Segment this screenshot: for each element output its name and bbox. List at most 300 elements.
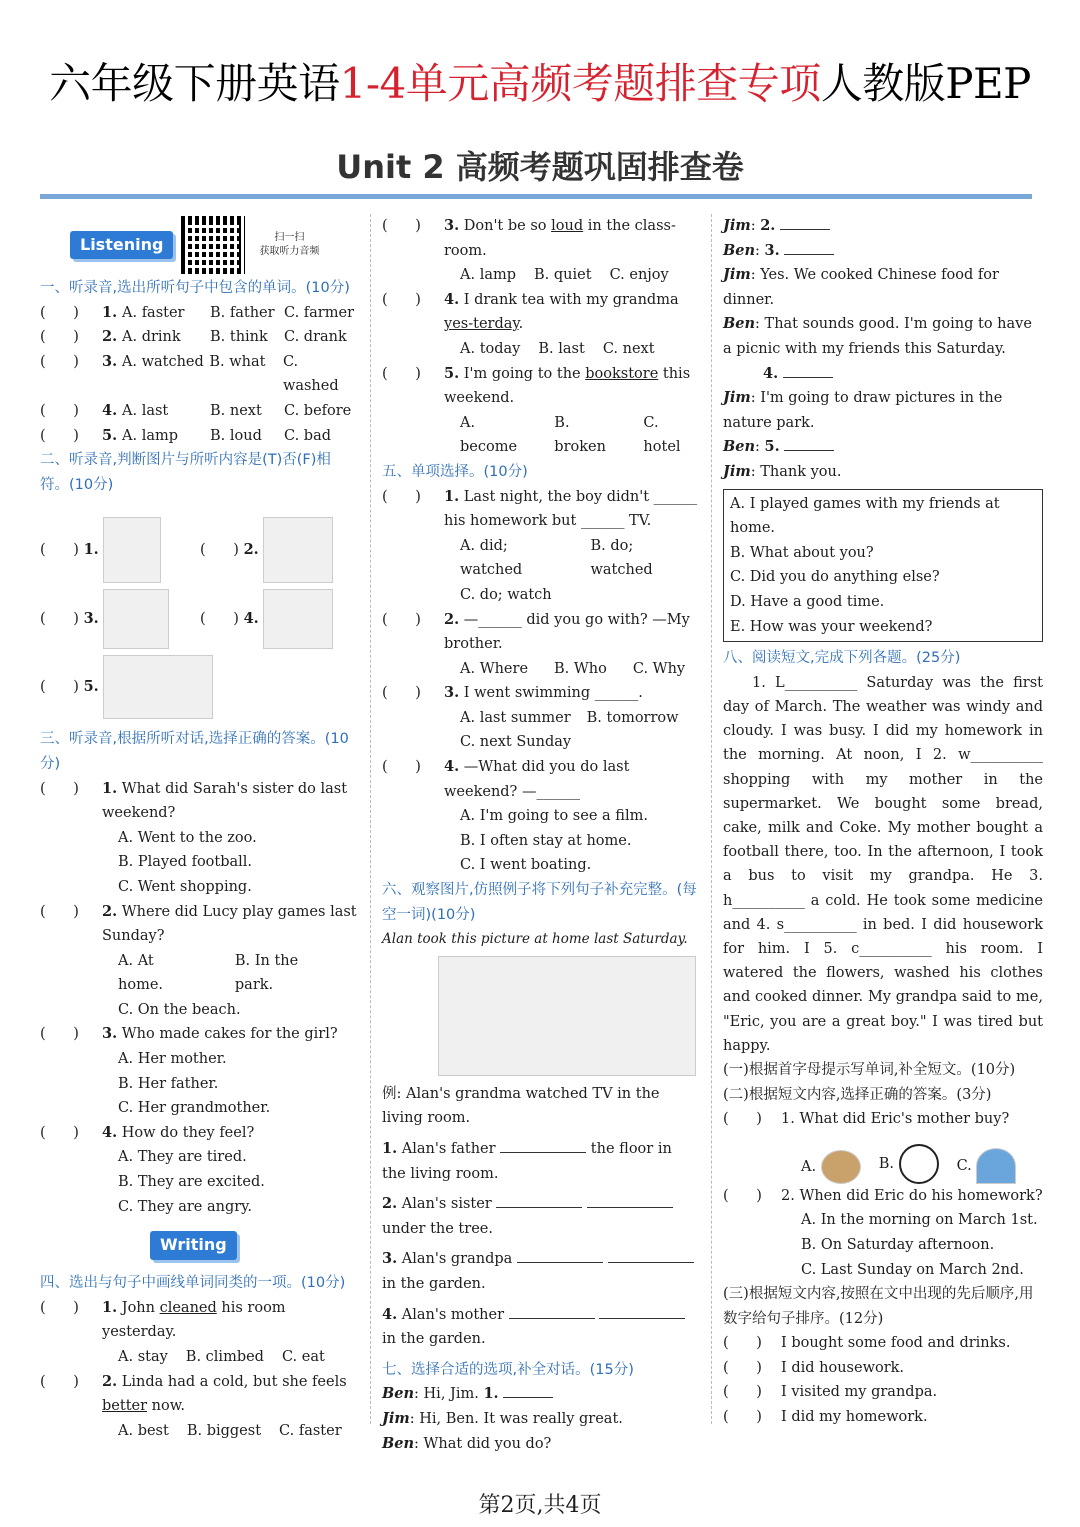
option-text: A. best bbox=[118, 1422, 169, 1439]
section-7-dialog bbox=[382, 1382, 700, 1456]
question-row bbox=[40, 1370, 358, 1419]
answer-bracket[interactable]: ( ) bbox=[40, 427, 79, 444]
question-row bbox=[40, 900, 358, 949]
question-row bbox=[40, 1121, 358, 1146]
section-5-list bbox=[382, 485, 700, 879]
option-text: C. next bbox=[602, 340, 655, 357]
question-row bbox=[382, 288, 700, 337]
dialog-text: What did you do? bbox=[423, 1435, 552, 1452]
option-b bbox=[879, 1144, 939, 1184]
option-text: A. today bbox=[460, 340, 521, 357]
option-text: B. I often stay at home. bbox=[460, 832, 632, 849]
answer-bracket[interactable]: ( ) bbox=[40, 1124, 79, 1141]
option-text: A. At home. bbox=[118, 952, 164, 994]
option-text: A. Went to the zoo. bbox=[118, 829, 257, 846]
blank-number: 4. bbox=[763, 364, 779, 382]
question-number: 1. bbox=[102, 1298, 118, 1316]
question-text bbox=[102, 777, 358, 826]
option-text: C. Her grandmother. bbox=[118, 1100, 271, 1117]
question-number: 2. bbox=[102, 1372, 118, 1390]
option-text: A. last summer bbox=[460, 709, 571, 726]
options-row bbox=[382, 337, 700, 362]
dialog-option: E. How was your weekend? bbox=[730, 618, 933, 635]
option-text: A. become bbox=[460, 414, 518, 456]
question-number: 5. bbox=[102, 426, 118, 444]
answer-blank[interactable] bbox=[780, 216, 830, 230]
question-number: 4. bbox=[102, 1123, 118, 1141]
question-number: 4. bbox=[444, 758, 460, 776]
order-row bbox=[723, 1405, 1043, 1430]
answer-bracket[interactable]: ( ) bbox=[382, 218, 421, 234]
column-divider bbox=[711, 214, 712, 1424]
dialog-option: C. Did you do anything else? bbox=[730, 569, 940, 586]
dialog-text: Thank you. bbox=[760, 463, 842, 480]
part-2-q2-options bbox=[723, 1208, 1043, 1282]
fill-row bbox=[382, 1247, 700, 1296]
options-row bbox=[382, 411, 700, 460]
speaker-name: Ben bbox=[382, 1434, 415, 1452]
options-row bbox=[382, 706, 700, 731]
blank-number: 2. bbox=[760, 217, 776, 234]
question-number: 1. bbox=[382, 1140, 398, 1157]
dialog-option: B. What about you? bbox=[730, 544, 874, 561]
option-text: B. tomorrow bbox=[586, 709, 679, 726]
kitchen-picture bbox=[263, 589, 333, 649]
question-row bbox=[382, 485, 700, 534]
option-text: A. did; watched bbox=[460, 537, 523, 579]
option-text: B. biggest bbox=[186, 1422, 262, 1439]
answer-bracket[interactable]: ( ) bbox=[382, 365, 421, 382]
option-text: A. lamp bbox=[122, 427, 179, 444]
question-stem: How do they feel? bbox=[121, 1124, 255, 1141]
answer-blank[interactable] bbox=[608, 1249, 694, 1263]
dialog-line: Jim: Yes. We cooked Chinese food for dinner. bbox=[723, 266, 999, 308]
question-stem-pre: Don't be so bbox=[463, 218, 552, 234]
option-text: A. faster bbox=[122, 304, 185, 321]
speaker-name: Jim bbox=[723, 266, 751, 284]
question-stem-post: . bbox=[518, 316, 524, 333]
page-footer: 第2页,共4页 bbox=[478, 1493, 602, 1518]
dialog-line: Jim: Hi, Ben. It was really great. bbox=[382, 1409, 623, 1427]
question-number: 2. bbox=[444, 610, 460, 628]
question-text bbox=[102, 1022, 358, 1047]
answer-bracket[interactable]: ( ) bbox=[40, 903, 79, 920]
answer-bracket[interactable]: ( ) bbox=[40, 402, 79, 419]
question-stem-post: this weekend. bbox=[444, 365, 691, 407]
order-row bbox=[723, 1356, 1043, 1381]
answer-bracket[interactable]: ( ) bbox=[382, 488, 421, 505]
question-stem: Where did Lucy play games last Sunday? bbox=[102, 903, 357, 945]
scan-line-2: 获取听力音频 bbox=[259, 246, 320, 257]
dialog-line: Jim: I'm going to draw pictures in the nature park. bbox=[723, 389, 1003, 431]
question-text bbox=[444, 681, 700, 706]
question-number: 1. bbox=[102, 779, 118, 797]
answer-bracket[interactable]: ( ) bbox=[40, 780, 79, 797]
fill-rest: under the tree. bbox=[382, 1220, 493, 1237]
answer-bracket[interactable]: ( ) bbox=[723, 1409, 762, 1426]
choice-row bbox=[40, 424, 358, 449]
scan-hint bbox=[259, 231, 319, 259]
dialog-line: Jim: 2. bbox=[723, 214, 1043, 239]
picture-num: 4. bbox=[243, 610, 259, 628]
option-text: C. enjoy bbox=[609, 267, 669, 284]
column-1 bbox=[40, 214, 358, 1443]
column-2 bbox=[382, 214, 700, 1456]
answer-bracket[interactable]: ( ) bbox=[40, 1299, 79, 1316]
question-number: 3. bbox=[382, 1250, 398, 1268]
section-1-list bbox=[40, 301, 358, 449]
question-stem-pre: I'm going to the bbox=[463, 365, 586, 382]
question-stem-post: his room yesterday. bbox=[102, 1299, 286, 1341]
listening-tag: Listening bbox=[70, 231, 173, 260]
answer-bracket[interactable]: ( ) bbox=[382, 685, 421, 702]
option-text: C. eat bbox=[281, 1349, 325, 1365]
options-row bbox=[40, 1345, 358, 1370]
question-stem-pre: Linda had a cold, but she feels bbox=[121, 1373, 347, 1390]
answer-blank[interactable] bbox=[517, 1249, 603, 1263]
option-text: C. bad bbox=[284, 427, 332, 444]
dialog-option: D. Have a good time. bbox=[730, 593, 885, 610]
question-text bbox=[102, 1370, 358, 1419]
speaker-name: Ben bbox=[723, 241, 756, 259]
option-text: C. do; watch bbox=[460, 586, 552, 603]
speaker-name: Ben bbox=[382, 1385, 415, 1403]
option-text: C. drank bbox=[284, 329, 347, 346]
dialog-text: I'm going to draw pictures in the nature park. bbox=[723, 390, 1003, 431]
section-7-dialog-cont bbox=[723, 214, 1043, 485]
section-3-title: 三、听录音,根据所听对话,选择正确的答案。(10分) bbox=[40, 731, 349, 772]
question-stem-post: now. bbox=[147, 1398, 186, 1415]
option-text: B. last bbox=[538, 340, 585, 357]
section-2-title: 二、听录音,判断图片与所听内容是(T)否(F)相符。(10分) bbox=[40, 452, 331, 493]
blank-number: 5. bbox=[764, 438, 780, 456]
option-label: A. bbox=[801, 1158, 817, 1175]
picture-item: ( ) 1. bbox=[40, 517, 161, 583]
qr-code-icon[interactable] bbox=[181, 216, 245, 274]
choice-options bbox=[102, 301, 358, 326]
option-text: A. lamp bbox=[460, 267, 517, 284]
option-text: C. hotel bbox=[643, 414, 681, 456]
option-text: A. stay bbox=[118, 1349, 168, 1365]
question-number: 3. bbox=[102, 352, 118, 370]
answer-bracket[interactable]: ( ) bbox=[723, 1384, 762, 1401]
answer-bracket[interactable]: ( ) bbox=[40, 353, 79, 370]
options-row bbox=[382, 534, 700, 583]
answer-blank[interactable] bbox=[503, 1384, 553, 1398]
option-text: A. I'm going to see a film. bbox=[460, 808, 648, 825]
question-text bbox=[102, 900, 358, 949]
part-1-instruction: (一)根据首字母提示写单词,补全短文。(10分) bbox=[723, 1061, 1016, 1078]
question-text: 1. What did Eric's mother buy? bbox=[781, 1111, 1010, 1128]
question-number: 3. bbox=[102, 1025, 118, 1043]
dialog-options-box bbox=[723, 489, 1043, 643]
section-4-list-cont bbox=[382, 214, 700, 460]
buy-options bbox=[723, 1132, 1043, 1184]
choice-row bbox=[40, 325, 358, 350]
question-number: 2. bbox=[382, 1195, 398, 1213]
family-tv-picture bbox=[103, 655, 213, 719]
dialog-text: Yes. We cooked Chinese food for dinner. bbox=[723, 267, 999, 308]
reading-passage: 1. L__________ Saturday was the first day of March. The weather was windy and cloudy. I was busy. I did my homework in the morning. At noon, I 2. w__________ shopping with my mother in the supermarket. We bought some bread, cake, milk and Coke. My mother bought a football there, too. In the afternoon, I took a bus to visit my grandpa. He 3. h__________ a cold. He took some medicine and 4. s__________ in bed. I did housework for him. I 5. c__________ his room. I watered the flowers, washed his clothes and cooked dinner. My grandpa said to me, "Eric, you are a great boy." I was tired but happy. bbox=[723, 674, 1043, 1054]
answer-bracket[interactable]: ( ) bbox=[723, 1335, 762, 1352]
option-text: A. last bbox=[122, 402, 169, 419]
option-text: C. next Sunday bbox=[460, 734, 572, 751]
question-stem: —______ did you go with? —My brother. bbox=[444, 611, 690, 653]
option-text: B. In the park. bbox=[234, 952, 299, 994]
choice-options bbox=[102, 399, 358, 424]
underlined-word: bookstore bbox=[585, 365, 659, 382]
blank-number: 3. bbox=[764, 241, 780, 259]
section-6-intro: Alan took this picture at home last Saturday. bbox=[382, 931, 688, 948]
answer-blank[interactable] bbox=[784, 437, 834, 451]
fill-row bbox=[382, 1303, 700, 1352]
question-text bbox=[444, 485, 700, 534]
option-text: B. climbed bbox=[185, 1349, 264, 1365]
question-number: 1. bbox=[444, 487, 460, 505]
answer-blank[interactable] bbox=[496, 1194, 582, 1208]
option-text: B. father bbox=[210, 304, 275, 321]
picture-num: 3. bbox=[83, 610, 99, 628]
answer-blank[interactable] bbox=[784, 241, 834, 255]
part-3-list bbox=[723, 1331, 1043, 1429]
dialog-text: That sounds good. I'm going to have a picnic with my friends this Saturday. bbox=[723, 316, 1032, 357]
answer-blank[interactable] bbox=[587, 1194, 673, 1208]
picture-item: ( ) 4. bbox=[200, 589, 333, 649]
section-4-list bbox=[40, 1296, 358, 1444]
answer-bracket[interactable]: ( ) bbox=[723, 1359, 762, 1376]
question-text: 2. When did Eric do his homework? bbox=[781, 1187, 1043, 1204]
choice-row bbox=[40, 399, 358, 424]
underlined-word: better bbox=[102, 1398, 148, 1415]
speaker-name: Jim bbox=[723, 462, 751, 480]
unit-title: Unit 2 高频考题巩固排查卷 bbox=[336, 148, 744, 186]
column-divider bbox=[370, 214, 371, 1424]
picture-num: 5. bbox=[83, 678, 99, 696]
option-text: B. do; watched bbox=[590, 537, 653, 579]
speaker-name: Jim bbox=[723, 389, 751, 407]
part-2-instruction: (二)根据短文内容,选择正确的答案。(3分) bbox=[723, 1086, 992, 1103]
option-a bbox=[801, 1150, 861, 1184]
speaker-name: Jim bbox=[382, 1409, 410, 1427]
picture-num: 1. bbox=[83, 541, 99, 559]
section-2-pictures bbox=[40, 497, 358, 727]
speaker-name: Ben bbox=[723, 315, 756, 333]
answer-bracket[interactable]: ( ) bbox=[382, 291, 421, 308]
blank-number: 1. bbox=[483, 1385, 499, 1403]
order-text: I did housework. bbox=[781, 1359, 905, 1376]
question-row bbox=[382, 608, 700, 657]
banner-title bbox=[0, 56, 1080, 112]
option-text: A. drink bbox=[122, 329, 181, 346]
choice-options bbox=[102, 350, 358, 399]
question-stem: Last night, the boy didn't ______ his homework but ______ TV. bbox=[444, 488, 698, 530]
umbrella-icon bbox=[976, 1148, 1016, 1184]
option-text: C. farmer bbox=[284, 304, 355, 321]
dialog-line: Ben: 5. bbox=[723, 435, 1043, 460]
house-garden-picture bbox=[438, 956, 696, 1076]
question-stem: I went swimming ______. bbox=[463, 685, 643, 702]
option-text: B. quiet bbox=[534, 267, 592, 284]
banner-part1: 六年级下册英语 bbox=[49, 59, 340, 108]
option-text: B. think bbox=[210, 329, 268, 346]
answer-blank[interactable] bbox=[509, 1305, 595, 1319]
question-stem: Who made cakes for the girl? bbox=[121, 1026, 338, 1043]
question-text bbox=[444, 288, 700, 337]
dialog-option: A. I played games with my friends at home. bbox=[730, 495, 1000, 537]
question-row bbox=[382, 681, 700, 706]
option-text: B. Played football. bbox=[118, 854, 253, 871]
options-row bbox=[382, 263, 700, 288]
option-text: B. loud bbox=[210, 427, 262, 444]
section-6-example: 例: Alan's grandma watched TV in the living room. bbox=[382, 1085, 660, 1127]
question-row bbox=[382, 214, 700, 263]
options-row bbox=[40, 949, 358, 998]
listening-header bbox=[40, 214, 358, 276]
speaker-name: Ben bbox=[723, 438, 756, 456]
fill-rest: in the garden. bbox=[382, 1275, 486, 1292]
picnic-picture bbox=[103, 589, 169, 649]
fill-rest: in the garden. bbox=[382, 1331, 486, 1348]
section-7-title: 七、选择合适的选项,补全对话。(15分) bbox=[382, 1361, 634, 1378]
banner-part3: 人教版PEP bbox=[820, 59, 1031, 108]
park-gate-picture bbox=[263, 517, 333, 583]
question-stem: —What did you do last weekend? —______ bbox=[444, 759, 630, 800]
option-label: C. bbox=[956, 1157, 972, 1174]
choice-options bbox=[102, 325, 358, 350]
answer-blank[interactable] bbox=[783, 364, 833, 378]
order-row bbox=[723, 1380, 1043, 1405]
fill-row bbox=[382, 1137, 700, 1186]
football-icon bbox=[899, 1144, 939, 1184]
option-text: A. watched bbox=[121, 353, 204, 370]
option-text: A. Her mother. bbox=[118, 1051, 227, 1068]
fill-rest: the floor in the living room. bbox=[382, 1141, 672, 1182]
option-text: C. Went shopping. bbox=[118, 878, 252, 895]
fill-subject: Alan's grandpa bbox=[401, 1251, 513, 1268]
answer-bracket[interactable]: ( ) bbox=[40, 1026, 79, 1043]
choice-row bbox=[40, 301, 358, 326]
question-text bbox=[444, 755, 700, 804]
question-number: 3. bbox=[444, 684, 460, 702]
question-number: 3. bbox=[444, 217, 460, 234]
option-text: C. before bbox=[284, 402, 352, 419]
order-text: I visited my grandpa. bbox=[781, 1384, 938, 1401]
scan-line-1: 扫一扫 bbox=[274, 232, 305, 243]
dialog-line: Ben: Hi, Jim. 1. bbox=[382, 1382, 700, 1407]
picture-item: ( ) 2. bbox=[200, 517, 333, 583]
underlined-word: yes-terday bbox=[444, 316, 519, 333]
question-text bbox=[102, 1121, 358, 1146]
column-3 bbox=[723, 214, 1043, 1430]
fill-subject: Alan's mother bbox=[401, 1306, 505, 1323]
option-text: B. They are excited. bbox=[118, 1174, 265, 1191]
dialog-text: Hi, Jim. bbox=[423, 1386, 484, 1403]
question-stem-pre: I drank tea with my grandma bbox=[463, 291, 679, 308]
option-text: B. Her father. bbox=[118, 1075, 219, 1092]
dialog-text: Hi, Ben. It was really great. bbox=[419, 1410, 623, 1427]
question-number: 2. bbox=[102, 902, 118, 920]
option-label: B. bbox=[878, 1155, 894, 1172]
dialog-line: Jim: Thank you. bbox=[723, 462, 842, 480]
underlined-word: cleaned bbox=[159, 1299, 217, 1316]
answer-blank[interactable] bbox=[599, 1305, 685, 1319]
question-row bbox=[40, 1296, 358, 1345]
question-stem-pre: John bbox=[121, 1299, 160, 1316]
part-2-question-1: ( ) 1. What did Eric's mother buy? bbox=[723, 1107, 1043, 1132]
answer-blank[interactable] bbox=[500, 1139, 586, 1153]
section-6-title: 六、观察图片,仿照例子将下列句子补充完整。(每空一词)(10分) bbox=[382, 882, 697, 923]
question-number: 4. bbox=[102, 401, 118, 419]
boy-football-picture bbox=[103, 517, 161, 583]
question-number: 4. bbox=[382, 1305, 398, 1323]
question-row bbox=[382, 755, 700, 804]
section-8-title: 八、阅读短文,完成下列各题。(25分) bbox=[723, 650, 961, 667]
option-text: C. They are angry. bbox=[118, 1198, 253, 1215]
fill-row bbox=[382, 1192, 700, 1241]
fill-subject: Alan's father bbox=[401, 1141, 496, 1157]
picture-item: ( ) 3. bbox=[40, 589, 169, 649]
dialog-line bbox=[723, 362, 1043, 387]
banner-part2: 1-4单元高频考题排查专项 bbox=[339, 59, 821, 108]
order-text: I bought some food and drinks. bbox=[781, 1335, 1011, 1352]
burger-icon bbox=[821, 1150, 861, 1184]
option-text: C. Last Sunday on March 2nd. bbox=[801, 1261, 1024, 1278]
question-text bbox=[444, 362, 700, 411]
option-text: A. Where bbox=[460, 660, 529, 677]
question-row bbox=[382, 362, 700, 411]
options-row bbox=[40, 1419, 358, 1444]
part-2-question-2: ( ) 2. When did Eric do his homework? bbox=[723, 1184, 1043, 1209]
title-rule bbox=[40, 194, 1032, 199]
underlined-word: loud bbox=[551, 218, 584, 234]
answer-bracket[interactable]: ( ) bbox=[40, 304, 79, 321]
question-text bbox=[444, 214, 700, 263]
option-text: C. Why bbox=[632, 660, 686, 677]
option-text: A. They are tired. bbox=[118, 1149, 247, 1166]
question-stem: What did Sarah's sister do last weekend? bbox=[102, 780, 348, 822]
option-text: C. On the beach. bbox=[118, 1001, 241, 1018]
speaker-name: Jim bbox=[723, 217, 751, 234]
option-text: C. washed bbox=[282, 353, 339, 395]
order-row bbox=[723, 1331, 1043, 1356]
question-number: 5. bbox=[444, 364, 460, 382]
option-text: A. In the morning on March 1st. bbox=[801, 1212, 1038, 1229]
section-3-list bbox=[40, 777, 358, 1220]
option-text: B. broken bbox=[554, 414, 606, 456]
dialog-line: Ben: 3. bbox=[723, 239, 1043, 264]
fill-subject: Alan's sister bbox=[401, 1196, 492, 1213]
answer-bracket[interactable]: ( ) bbox=[40, 1373, 79, 1390]
choice-row bbox=[40, 350, 358, 399]
answer-bracket[interactable]: ( ) bbox=[382, 759, 421, 776]
question-text bbox=[102, 1296, 358, 1345]
picture-num: 2. bbox=[243, 541, 259, 559]
question-number: 2. bbox=[102, 328, 118, 346]
choice-options bbox=[102, 424, 358, 449]
answer-bracket[interactable]: ( ) bbox=[40, 329, 79, 346]
question-row bbox=[40, 1022, 358, 1047]
picture-item: ( ) 5. bbox=[40, 655, 213, 719]
question-text bbox=[444, 608, 700, 657]
option-c bbox=[957, 1148, 1017, 1184]
answer-bracket[interactable]: ( ) bbox=[382, 611, 421, 628]
question-number: 1. bbox=[102, 303, 118, 321]
section-5-title: 五、单项选择。(10分) bbox=[382, 463, 528, 480]
option-text: B. On Saturday afternoon. bbox=[801, 1236, 995, 1253]
dialog-line: Ben: What did you do? bbox=[382, 1434, 552, 1452]
option-text: B. Who bbox=[554, 660, 607, 677]
part-3-instruction: (三)根据短文内容,按照在文中出现的先后顺序,用数字给句子排序。(12分) bbox=[723, 1286, 1034, 1327]
